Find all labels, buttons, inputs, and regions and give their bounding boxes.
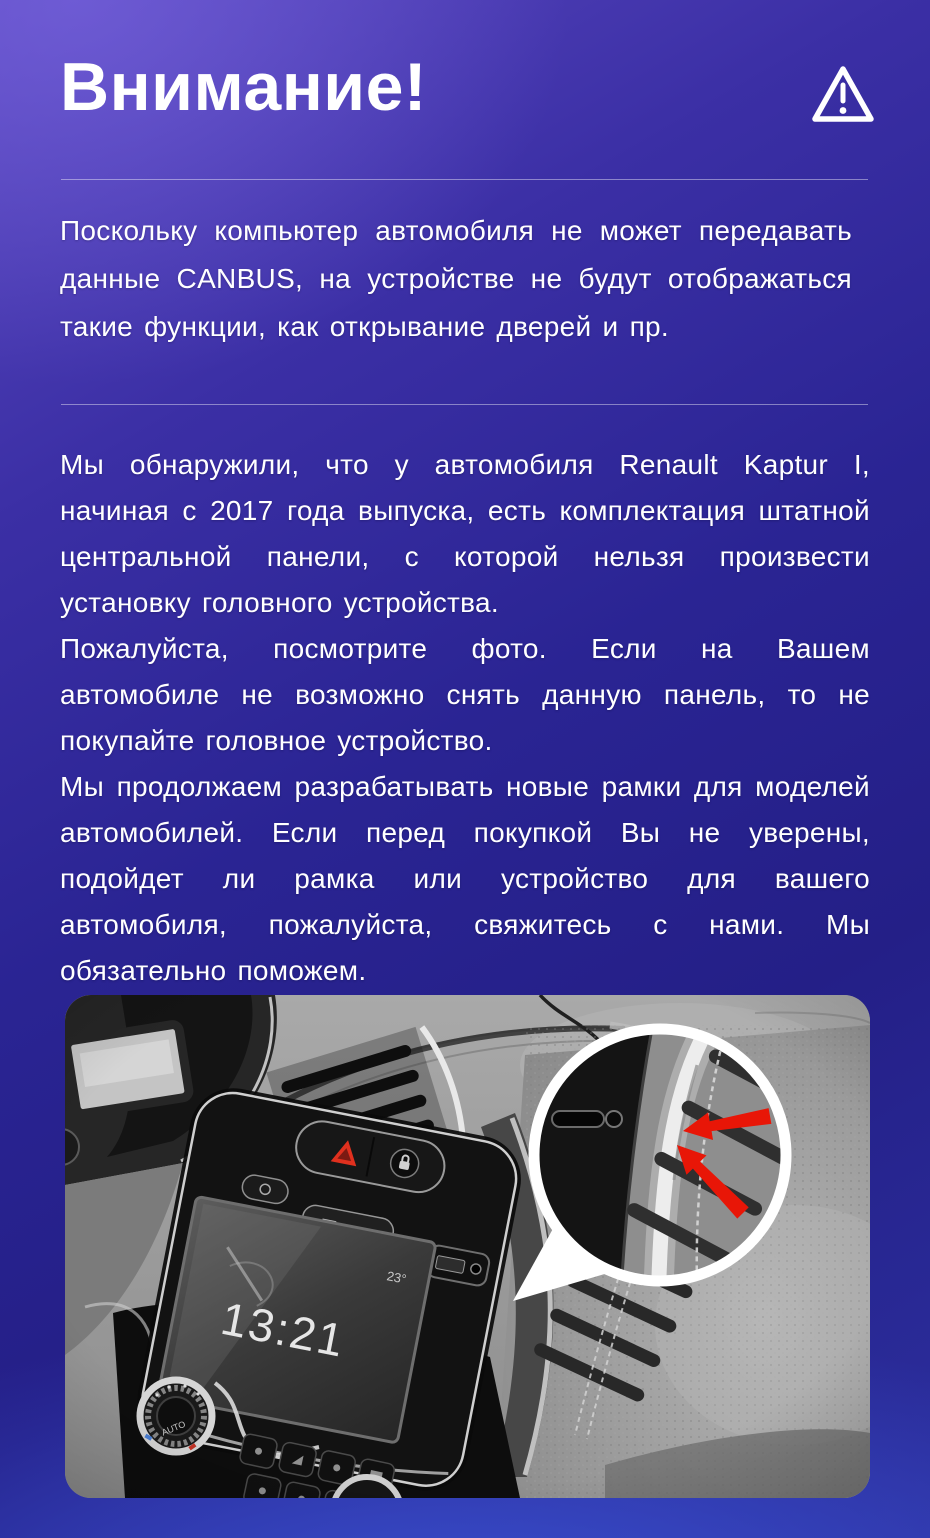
kaptur-text-block bbox=[60, 442, 870, 994]
warning-triangle-icon bbox=[810, 62, 876, 128]
dashboard-photo bbox=[65, 995, 870, 1498]
divider-middle bbox=[61, 404, 868, 405]
photo-vignette bbox=[65, 995, 870, 1498]
dashboard-photo-illustration bbox=[65, 995, 870, 1498]
canbus-paragraph: Поскольку компьютер автомобиля не может передавать данные CANBUS, на устройстве не будут отображаться такие функции, как открывание дверей и пр. bbox=[60, 215, 852, 342]
photo-check-paragraph: Пожалуйста, посмотрите фото. Если на Вашем автомобиле не возможно снять данную панель, то не покупайте головное устройство. bbox=[60, 633, 870, 756]
exclamation-dot bbox=[840, 107, 847, 114]
kaptur-paragraph: Мы обнаружили, что у автомобиля Renault Kaptur I, начиная с 2017 года выпуска, есть комплектация штатной центральной панели, с которой нельзя произвести установку головного устройства. bbox=[60, 449, 870, 618]
divider-top bbox=[61, 179, 868, 180]
page-title: Внимание! bbox=[60, 49, 428, 125]
frames-paragraph: Мы продолжаем разрабатывать новые рамки для моделей автомобилей. Если перед покупкой Вы не уверены, подойдет ли рамка или устройство для вашего автомобиля, пожалуйста, свяжитесь с нами. Мы обязательно поможем. bbox=[60, 771, 870, 986]
